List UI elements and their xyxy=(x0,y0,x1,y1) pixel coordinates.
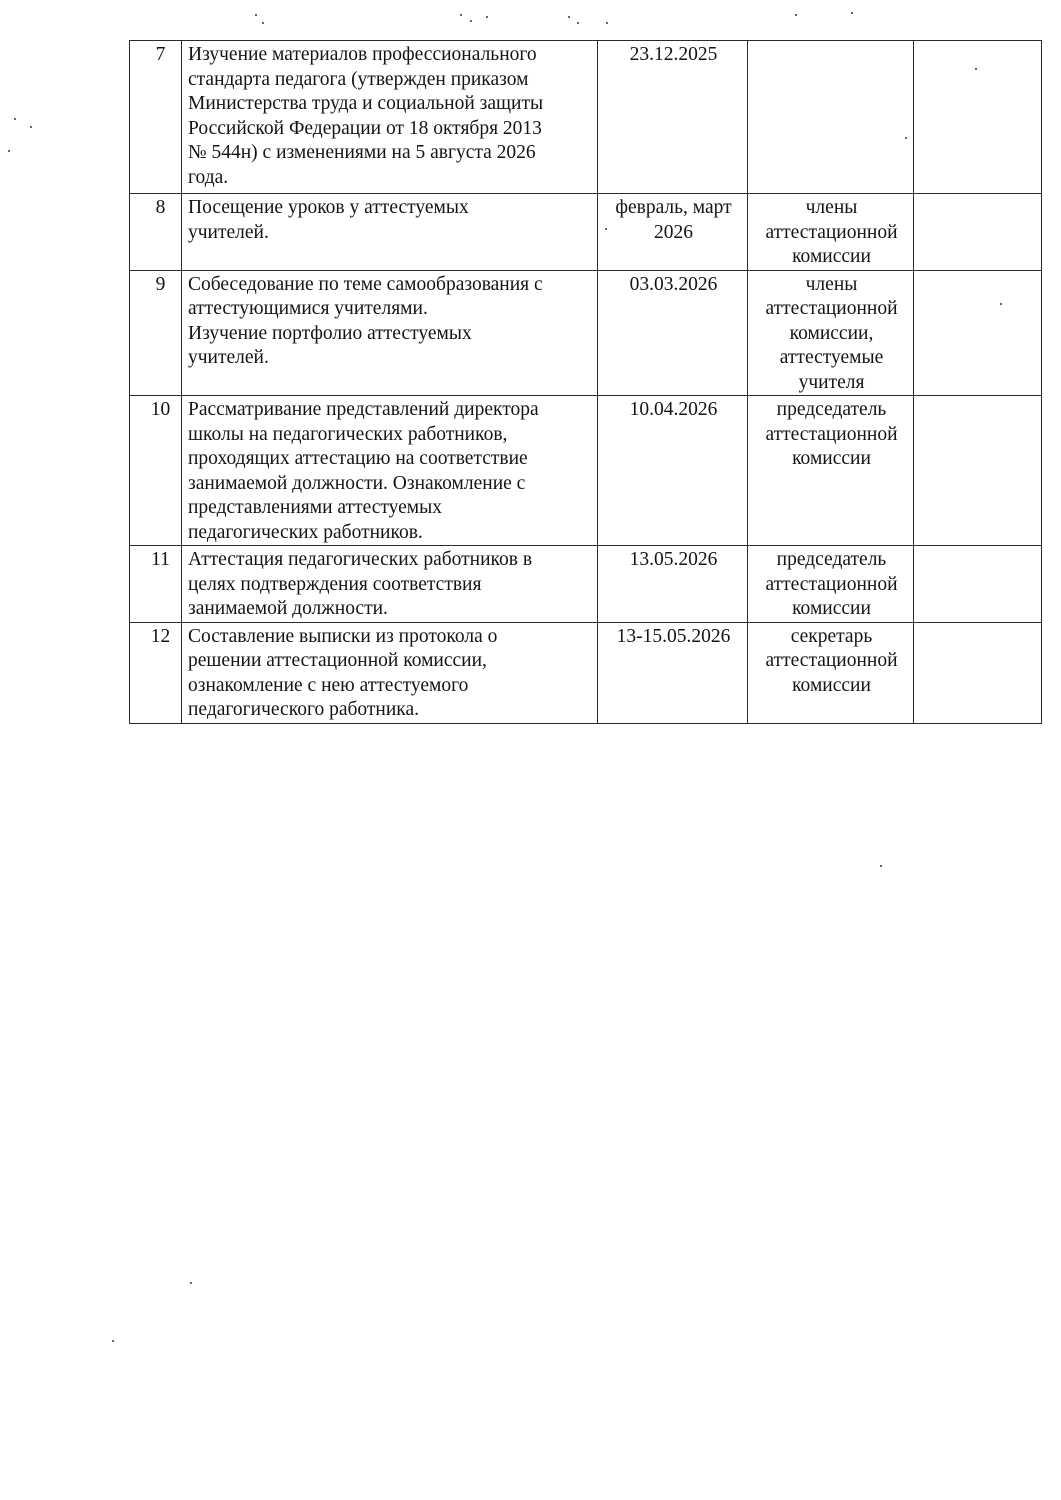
responsible-cell-line: комиссии, xyxy=(789,322,874,344)
row-number-text: 11 xyxy=(151,549,170,570)
scan-speck xyxy=(262,22,264,24)
activity-cell-line: целях подтверждения соответствия xyxy=(188,573,482,595)
date-cell xyxy=(598,396,748,546)
responsible-cell-line: аттестационной xyxy=(765,221,898,243)
table-body xyxy=(130,41,1042,724)
responsible-cell-line: председатель xyxy=(776,549,887,570)
table-row xyxy=(130,41,1042,194)
activity-cell xyxy=(182,546,598,623)
responsible-cell-line: председатель xyxy=(776,399,887,420)
date-cell-line: 03.03.2026 xyxy=(629,273,718,295)
activity-cell-line: стандарта педагога (утвержден приказом xyxy=(188,68,529,90)
date-cell xyxy=(598,622,748,723)
responsible-cell xyxy=(748,270,914,396)
activity-cell-line: Собеседование по теме самообразования с xyxy=(188,273,543,295)
scan-speck xyxy=(1000,303,1002,305)
scan-speck xyxy=(975,68,977,70)
scan-speck xyxy=(190,1282,192,1284)
scan-speck xyxy=(851,12,853,14)
table-row xyxy=(130,546,1042,623)
activity-cell-line: решении аттестационной комиссии, xyxy=(188,650,487,671)
responsible-cell xyxy=(748,396,914,546)
date-cell xyxy=(598,546,748,623)
note-cell xyxy=(914,41,1042,194)
note-cell xyxy=(914,546,1042,623)
activity-cell-line: учителей. xyxy=(188,221,269,243)
activity-cell xyxy=(182,41,598,194)
scan-speck xyxy=(880,865,882,867)
row-number-text: 7 xyxy=(155,44,166,65)
scan-speck xyxy=(795,14,797,16)
activity-cell-line: Российской Федерации от 18 октября 2013 xyxy=(188,117,542,139)
activity-cell-line: занимаемой должности. Ознакомление с xyxy=(188,472,526,494)
scan-speck xyxy=(460,14,462,16)
activity-cell xyxy=(182,194,598,271)
activity-cell-line: представлениями аттестуемых xyxy=(188,497,442,518)
activity-cell-line: Аттестация педагогических работников в xyxy=(188,549,533,570)
activity-cell-line: ознакомление с нею аттестуемого xyxy=(188,674,469,696)
date-cell-line: 13-15.05.2026 xyxy=(616,625,731,647)
date-cell-line: 23.12.2025 xyxy=(629,44,718,65)
scan-speck xyxy=(8,150,10,152)
activity-cell-line: года. xyxy=(188,166,229,188)
row-number-text: 12 xyxy=(150,625,171,647)
note-cell xyxy=(914,194,1042,271)
row-number xyxy=(130,194,182,271)
activity-cell-line: занимаемой должности. xyxy=(188,598,388,619)
table-row xyxy=(130,396,1042,546)
scan-speck xyxy=(255,14,257,16)
responsible-cell-line: комиссии xyxy=(792,598,871,619)
scan-speck xyxy=(470,20,472,22)
date-cell-line: февраль, март xyxy=(615,197,732,218)
activity-cell-line: Министерства труда и социальной защиты xyxy=(188,93,544,114)
responsible-cell-line: члены xyxy=(805,273,858,295)
date-cell xyxy=(598,41,748,194)
responsible-cell-line: аттестационной xyxy=(765,573,898,595)
responsible-cell-line: комиссии xyxy=(792,246,871,267)
date-cell-line: 10.04.2026 xyxy=(629,399,718,420)
row-number-text: 9 xyxy=(155,273,166,295)
responsible-cell-line: аттестационной xyxy=(765,423,898,445)
responsible-cell-line: аттестационной xyxy=(765,650,898,671)
activity-cell-line: педагогических работников. xyxy=(188,521,423,543)
activity-cell-line: учителей. xyxy=(188,347,269,368)
activity-cell-line: Изучение портфолио аттестуемых xyxy=(188,322,472,344)
activity-cell-line: проходящих аттестацию на соответствие xyxy=(188,448,528,469)
scan-speck xyxy=(577,22,579,24)
responsible-cell-line: члены xyxy=(805,197,858,218)
activity-cell-line: Рассматривание представлений директора xyxy=(188,399,539,420)
date-cell-line: 13.05.2026 xyxy=(629,549,718,570)
responsible-cell-line: комиссии xyxy=(792,674,871,696)
note-cell xyxy=(914,396,1042,546)
activity-cell-line: № 544н) с изменениями на 5 августа 2026 xyxy=(188,142,536,163)
activity-cell-line: Составление выписки из протокола о xyxy=(188,625,498,647)
scan-speck xyxy=(568,16,570,18)
responsible-cell-line: комиссии xyxy=(792,448,871,469)
row-number xyxy=(130,546,182,623)
attestation-plan-table xyxy=(129,40,1042,724)
row-number-text: 10 xyxy=(150,399,171,420)
activity-cell xyxy=(182,270,598,396)
scan-speck xyxy=(905,137,907,139)
date-cell-line: 2026 xyxy=(654,221,693,243)
activity-cell-line: педагогического работника. xyxy=(188,699,420,720)
responsible-cell xyxy=(748,622,914,723)
responsible-cell-line: аттестационной xyxy=(765,298,898,319)
activity-cell-line: аттестующимися учителями. xyxy=(188,298,428,319)
responsible-cell xyxy=(748,41,914,194)
scan-speck xyxy=(112,1340,114,1342)
row-number xyxy=(130,41,182,194)
activity-cell-line: школы на педагогических работников, xyxy=(188,423,508,445)
responsible-cell-line: секретарь xyxy=(790,625,873,647)
activity-cell xyxy=(182,396,598,546)
responsible-cell-line: аттестуемые xyxy=(779,347,884,368)
table-row xyxy=(130,270,1042,396)
scan-speck xyxy=(605,228,607,230)
date-cell xyxy=(598,194,748,271)
table-row xyxy=(130,622,1042,723)
row-number xyxy=(130,270,182,396)
date-cell xyxy=(598,270,748,396)
row-number-text: 8 xyxy=(155,197,166,218)
table-row xyxy=(130,194,1042,271)
row-number xyxy=(130,622,182,723)
row-number xyxy=(130,396,182,546)
responsible-cell xyxy=(748,546,914,623)
note-cell xyxy=(914,622,1042,723)
scan-speck xyxy=(606,22,608,24)
activity-cell-line: Посещение уроков у аттестуемых xyxy=(188,197,469,218)
scan-speck xyxy=(30,126,32,128)
activity-cell-line: Изучение материалов профессионального xyxy=(188,44,537,65)
responsible-cell-line: учителя xyxy=(798,371,865,393)
note-cell xyxy=(914,270,1042,396)
responsible-cell xyxy=(748,194,914,271)
scan-speck xyxy=(486,16,488,18)
scan-speck xyxy=(14,118,16,120)
activity-cell xyxy=(182,622,598,723)
